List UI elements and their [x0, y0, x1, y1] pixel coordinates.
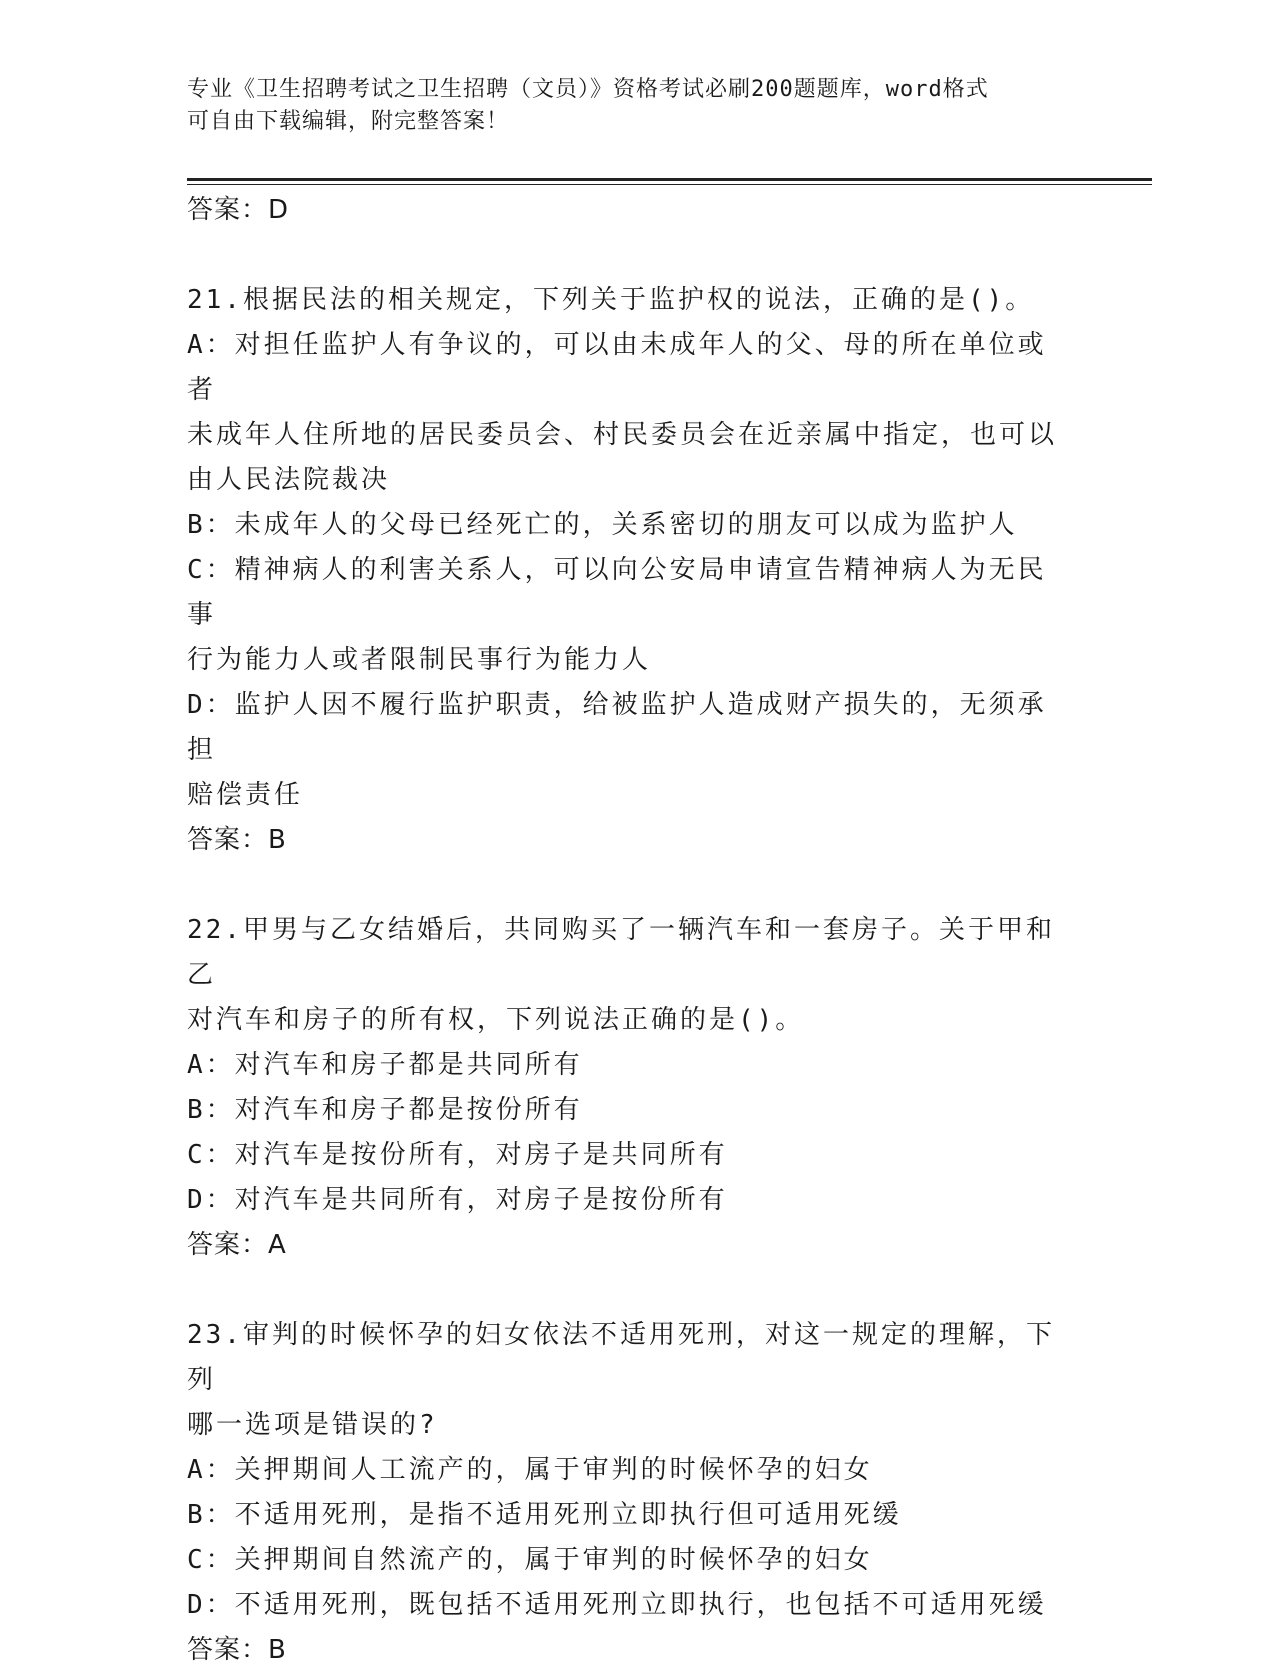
- option-line: 行为能力人或者限制民事行为能力人: [187, 645, 652, 675]
- spacer: [187, 233, 1067, 278]
- question-block: [187, 908, 1067, 1268]
- header-divider: [187, 184, 1152, 185]
- header-divider: [187, 178, 1152, 181]
- option-line: 未成年人住所地的居民委员会、村民委员会在近亲属中指定，也可以: [187, 420, 1058, 450]
- option-line: D：监护人因不履行监护职责，给被监护人造成财产损失的，无须承担: [187, 690, 1047, 765]
- option-line: B：未成年人的父母已经死亡的，关系密切的朋友可以成为监护人: [187, 510, 1018, 540]
- option-line: B：不适用死刑，是指不适用死刑立即执行但可适用死缓: [187, 1500, 902, 1530]
- question-stem: 哪一选项是错误的?: [187, 1410, 438, 1440]
- question-stem: 对汽车和房子的所有权，下列说法正确的是()。: [187, 1005, 805, 1035]
- answer-line: 答案：D: [187, 195, 290, 225]
- question-body: [187, 188, 1067, 1673]
- header-line: 专业《卫生招聘考试之卫生招聘（文员）》资格考试必刷200题题库，word格式: [187, 77, 989, 102]
- answer-line: 答案：B: [187, 1635, 287, 1665]
- spacer: [187, 863, 1067, 908]
- question-stem: 23.审判的时候怀孕的妇女依法不适用死刑，对这一规定的理解，下列: [187, 1320, 1055, 1395]
- question-block: [187, 1313, 1067, 1673]
- question-stem: 22.甲男与乙女结婚后，共同购买了一辆汽车和一套房子。关于甲和乙: [187, 915, 1055, 990]
- document-header: [187, 74, 1067, 138]
- answer-line: 答案：B: [187, 825, 287, 855]
- question-stem: 21.根据民法的相关规定，下列关于监护权的说法，正确的是()。: [187, 285, 1035, 315]
- option-line: A：对担任监护人有争议的，可以由未成年人的父、母的所在单位或者: [187, 330, 1047, 405]
- option-line: C：对汽车是按份所有，对房子是共同所有: [187, 1140, 728, 1170]
- option-line: B：对汽车和房子都是按份所有: [187, 1095, 583, 1125]
- header-line: 可自由下载编辑，附完整答案！: [187, 109, 510, 134]
- answer-line: 答案：A: [187, 1230, 287, 1260]
- option-line: C：精神病人的利害关系人，可以向公安局申请宣告精神病人为无民事: [187, 555, 1047, 630]
- question-block: [187, 278, 1067, 863]
- spacer: [187, 1268, 1067, 1313]
- option-line: C：关押期间自然流产的，属于审判的时候怀孕的妇女: [187, 1545, 873, 1575]
- option-line: D：对汽车是共同所有，对房子是按份所有: [187, 1185, 728, 1215]
- option-line: D：不适用死刑，既包括不适用死刑立即执行，也包括不可适用死缓: [187, 1590, 1047, 1620]
- option-line: 赔偿责任: [187, 780, 304, 810]
- option-line: A：关押期间人工流产的，属于审判的时候怀孕的妇女: [187, 1455, 873, 1485]
- option-line: 由人民法院裁决: [187, 465, 391, 495]
- option-line: A：对汽车和房子都是共同所有: [187, 1050, 583, 1080]
